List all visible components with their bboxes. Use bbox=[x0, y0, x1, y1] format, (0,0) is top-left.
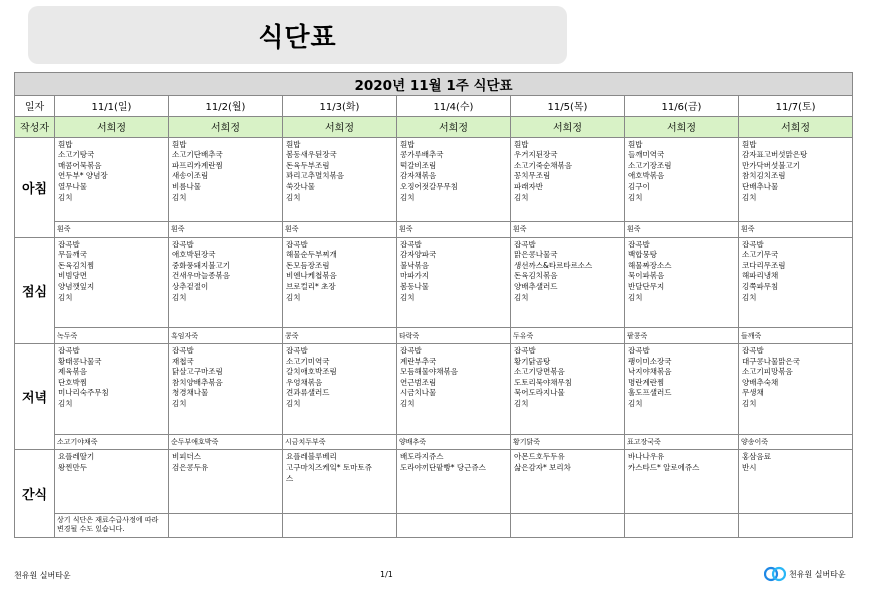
writer-cell: 서희정 bbox=[625, 116, 739, 137]
menu-item: 잡곡밥 bbox=[628, 346, 650, 356]
menu-item: 제육볶음 bbox=[58, 367, 87, 377]
menu-item: 참치김치조림 bbox=[742, 171, 786, 181]
empty-cell bbox=[283, 513, 397, 537]
empty-cell bbox=[739, 513, 853, 537]
menu-cell bbox=[55, 237, 169, 328]
menu-item: 김치 bbox=[514, 292, 529, 302]
menu-item: 팽이미소장국 bbox=[628, 356, 672, 366]
menu-item: 소고기죽순채볶음 bbox=[514, 160, 572, 170]
menu-item: 김치 bbox=[742, 192, 757, 202]
menu-cell bbox=[169, 450, 283, 514]
menu-item: 잡곡밥 bbox=[742, 346, 764, 356]
menu-item: 고구마치즈케잌* 토마토쥬 bbox=[286, 462, 372, 472]
writer-label: 작성자 bbox=[15, 116, 55, 137]
menu-item: 김치 bbox=[514, 399, 529, 408]
menu-item: 파래자반 bbox=[514, 182, 543, 192]
menu-cell bbox=[739, 344, 853, 435]
menu-item: 양념깻잎지 bbox=[58, 282, 95, 292]
menu-item: 청경채나물 bbox=[172, 388, 209, 398]
day-header: 11/2(월) bbox=[169, 95, 283, 116]
porridge-cell: 녹두죽 bbox=[55, 328, 169, 344]
menu-item: 검은콩두유 bbox=[172, 462, 209, 472]
menu-table bbox=[14, 72, 853, 538]
meal-label: 아침 bbox=[15, 137, 55, 237]
porridge-cell: 콩죽 bbox=[283, 328, 397, 344]
menu-item: 연두부* 양념장 bbox=[58, 171, 108, 181]
menu-cell bbox=[511, 237, 625, 328]
menu-item: 김치 bbox=[286, 292, 301, 302]
menu-item: 양배추샐러드 bbox=[514, 282, 558, 292]
menu-item: 김치 bbox=[400, 399, 415, 408]
meal-body bbox=[15, 137, 853, 537]
menu-item: 매콤어묵볶음 bbox=[58, 160, 102, 170]
menu-item: 비름나물 bbox=[172, 182, 201, 192]
menu-item: 잡곡밥 bbox=[400, 239, 422, 249]
menu-item: 새송이조림 bbox=[172, 171, 209, 181]
menu-item: 도토리묵야채무침 bbox=[514, 377, 572, 387]
menu-item: 흰밥 bbox=[628, 139, 643, 149]
menu-item: 떡갈비조림 bbox=[400, 160, 437, 170]
menu-cell bbox=[397, 450, 511, 514]
empty-cell bbox=[625, 513, 739, 537]
date-label: 일자 bbox=[15, 95, 55, 116]
menu-item: 소고기단배추국 bbox=[172, 150, 223, 160]
menu-item: 삶은감자* 보리차 bbox=[514, 462, 571, 472]
menu-cell bbox=[397, 237, 511, 328]
porridge-cell: 흰죽 bbox=[511, 222, 625, 238]
menu-item: 깅쭉파무침 bbox=[742, 282, 779, 292]
menu-item: 반시 bbox=[742, 462, 757, 472]
porridge-cell: 흰죽 bbox=[169, 222, 283, 238]
menu-item: 김치 bbox=[400, 292, 415, 302]
menu-item: 백합뭉탕 bbox=[628, 250, 657, 260]
menu-item: 김치 bbox=[628, 399, 643, 408]
writer-cell: 서희정 bbox=[55, 116, 169, 137]
day-header: 11/1(일) bbox=[55, 95, 169, 116]
menu-item: 애호박된장국 bbox=[172, 250, 216, 260]
menu-item: 요플레딸기 bbox=[58, 452, 95, 462]
day-header: 11/5(목) bbox=[511, 95, 625, 116]
menu-item: 마파가지 bbox=[400, 271, 429, 281]
menu-item: 김치 bbox=[286, 192, 301, 202]
menu-item: 비엔나케첩볶음 bbox=[286, 271, 337, 281]
menu-item: 잡곡밥 bbox=[58, 346, 80, 356]
menu-cell bbox=[283, 137, 397, 221]
footer-logo-text: 천유원 실버타운 bbox=[789, 569, 846, 579]
porridge-cell: 흰죽 bbox=[739, 222, 853, 238]
menu-item: 대구콩나물맑은국 bbox=[742, 356, 800, 366]
menu-cell bbox=[397, 344, 511, 435]
menu-cell bbox=[625, 450, 739, 514]
day-header: 11/4(수) bbox=[397, 95, 511, 116]
menu-item: 김치 bbox=[172, 292, 187, 302]
menu-item: 반달단무지 bbox=[628, 282, 665, 292]
menu-item: 명란계란찜 bbox=[628, 377, 665, 387]
empty-cell bbox=[169, 513, 283, 537]
menu-item: 감자채볶음 bbox=[400, 171, 437, 181]
menu-item: 바나나우유 bbox=[628, 452, 665, 462]
menu-item: 황태콩나물국 bbox=[58, 356, 102, 366]
porridge-cell: 흰죽 bbox=[625, 222, 739, 238]
menu-item: 홍삼음료 bbox=[742, 452, 771, 462]
menu-item: 만가닥버섯불고기 bbox=[742, 160, 800, 170]
porridge-cell: 두유죽 bbox=[511, 328, 625, 344]
menu-item: 해물순두부찌개 bbox=[286, 250, 337, 260]
menu-item: 잡곡밥 bbox=[514, 239, 536, 249]
menu-item: 오징어젓갈무무침 bbox=[400, 182, 458, 192]
menu-cell bbox=[625, 237, 739, 328]
footer-page-number: 1/1 bbox=[380, 570, 393, 579]
menu-item: 스 bbox=[286, 473, 294, 483]
menu-item: 묵이파볶음 bbox=[628, 271, 665, 281]
porridge-cell: 소고기야채죽 bbox=[55, 434, 169, 450]
page-title-box bbox=[28, 6, 567, 64]
menu-item: 잡곡밥 bbox=[172, 346, 194, 356]
menu-item: 중화풍돼지불고기 bbox=[172, 260, 230, 270]
porridge-cell: 양배추죽 bbox=[397, 434, 511, 450]
porridge-cell: 흰죽 bbox=[283, 222, 397, 238]
porridge-cell: 흰죽 bbox=[55, 222, 169, 238]
menu-item: 연근범조림 bbox=[400, 377, 437, 387]
menu-item: 소고기탕국 bbox=[58, 150, 95, 160]
menu-item: 왕찐만두 bbox=[58, 462, 87, 472]
menu-item: 단호박찜 bbox=[58, 377, 87, 387]
empty-cell bbox=[511, 513, 625, 537]
menu-item: 묵어도라지나물 bbox=[514, 388, 565, 398]
menu-cell bbox=[169, 137, 283, 221]
menu-item: 모듬해물야채볶음 bbox=[400, 367, 458, 377]
porridge-cell: 표고장국죽 bbox=[625, 434, 739, 450]
menu-item: 참치양배추볶음 bbox=[172, 377, 223, 387]
menu-item: 김치 bbox=[58, 399, 73, 408]
porridge-cell: 팥콩죽 bbox=[625, 328, 739, 344]
menu-item: 감자양파국 bbox=[400, 250, 437, 260]
meal-label: 간식 bbox=[15, 450, 55, 538]
menu-cell bbox=[739, 450, 853, 514]
menu-item: 김치 bbox=[172, 399, 187, 408]
writer-cell: 서희정 bbox=[169, 116, 283, 137]
menu-item: 맑은콩나물국 bbox=[514, 250, 558, 260]
menu-item: 김치 bbox=[742, 292, 757, 302]
menu-item: 꽈리고추멸치볶음 bbox=[286, 171, 344, 181]
menu-item: 돈육김치찜 bbox=[58, 260, 95, 270]
menu-item: 김구이 bbox=[628, 182, 650, 192]
menu-item: 소고기미역국 bbox=[286, 356, 330, 366]
menu-item: 애호박볶음 bbox=[628, 171, 665, 181]
menu-cell bbox=[55, 450, 169, 514]
porridge-cell: 타락죽 bbox=[397, 328, 511, 344]
porridge-cell: 흑임자죽 bbox=[169, 328, 283, 344]
menu-item: 파프리카계란찜 bbox=[172, 160, 223, 170]
menu-cell bbox=[739, 137, 853, 221]
menu-item: 우엉채볶음 bbox=[286, 377, 323, 387]
footer-logo bbox=[764, 566, 846, 582]
menu-cell bbox=[169, 344, 283, 435]
writer-cell: 서희정 bbox=[397, 116, 511, 137]
menu-item: 카스타드* 알로에쥬스 bbox=[628, 462, 700, 472]
menu-item: 들깨미역국 bbox=[628, 150, 665, 160]
day-header: 11/6(금) bbox=[625, 95, 739, 116]
menu-item: 재첩국 bbox=[172, 356, 194, 366]
menu-item: 생선까스&타르타르소스 bbox=[514, 260, 593, 270]
menu-item: 해파리냉채 bbox=[742, 271, 779, 281]
menu-item: 흰밥 bbox=[58, 139, 73, 149]
menu-item: 비빔당면 bbox=[58, 271, 87, 281]
menu-item: 소고기피망볶음 bbox=[742, 367, 793, 377]
menu-cell bbox=[511, 344, 625, 435]
menu-item: 배도라지쥬스 bbox=[400, 452, 444, 462]
menu-item: 김치 bbox=[172, 192, 187, 202]
meal-label: 저녁 bbox=[15, 344, 55, 450]
menu-cell bbox=[739, 237, 853, 328]
day-header: 11/7(토) bbox=[739, 95, 853, 116]
menu-item: 잡곡밥 bbox=[400, 346, 422, 356]
menu-item: 잡곡밥 bbox=[514, 346, 536, 356]
page-title: 식단표 bbox=[258, 22, 337, 53]
menu-item: 김치 bbox=[58, 192, 73, 202]
writer-cell: 서희정 bbox=[739, 116, 853, 137]
menu-item: 상추겉절이 bbox=[172, 282, 209, 292]
menu-item: 낙지야채볶음 bbox=[628, 367, 672, 377]
menu-cell bbox=[397, 137, 511, 221]
menu-item: 돈모듬장조림 bbox=[286, 260, 330, 270]
menu-item: 콩가루배추국 bbox=[400, 150, 444, 160]
menu-item: 봄동새우된장국 bbox=[286, 150, 337, 160]
menu-item: 김치 bbox=[514, 192, 529, 202]
menu-item: 김치 bbox=[742, 399, 757, 408]
menu-item: 소고기당면볶음 bbox=[514, 367, 565, 377]
menu-item: 브로컬리* 초장 bbox=[286, 282, 336, 292]
menu-item: 잡곡밥 bbox=[742, 239, 764, 249]
writer-cell: 서희정 bbox=[511, 116, 625, 137]
menu-item: 닭살고구마조림 bbox=[172, 367, 223, 377]
menu-item: 소고기장조림 bbox=[628, 160, 672, 170]
porridge-cell: 들깨죽 bbox=[739, 328, 853, 344]
menu-cell bbox=[55, 137, 169, 221]
table-title: 2020년 11월 1주 식단표 bbox=[15, 73, 853, 96]
menu-item: 시금치나물 bbox=[400, 388, 437, 398]
meal-label: 점심 bbox=[15, 237, 55, 343]
porridge-cell: 양송이죽 bbox=[739, 434, 853, 450]
menu-item: 감자표고버섯맑은탕 bbox=[742, 150, 808, 160]
menu-item: 흰밥 bbox=[514, 139, 529, 149]
menu-item: 미나리숙주무침 bbox=[58, 388, 109, 398]
menu-item: 건새우마늘종볶음 bbox=[172, 271, 230, 281]
menu-item: 양배추숙채 bbox=[742, 377, 779, 387]
menu-item: 잡곡밥 bbox=[286, 239, 308, 249]
menu-item: 쑥갓나물 bbox=[286, 182, 315, 192]
menu-cell bbox=[55, 344, 169, 435]
menu-item: 잡곡밥 bbox=[286, 346, 308, 356]
menu-item: 돈육김치볶음 bbox=[514, 271, 558, 281]
menu-item: 해물짜장소스 bbox=[628, 260, 672, 270]
menu-item: 아몬드호두두유 bbox=[514, 452, 565, 462]
menu-item: 무생채 bbox=[742, 388, 764, 398]
menu-item: 잡곡밥 bbox=[58, 239, 80, 249]
menu-item: 황기닭곰탕 bbox=[514, 356, 551, 366]
menu-item: 계란부추국 bbox=[400, 356, 437, 366]
menu-item: 훌도프샐러드 bbox=[628, 388, 672, 398]
menu-cell bbox=[625, 137, 739, 221]
menu-item: 무들깨국 bbox=[58, 250, 87, 260]
menu-item: 흰밥 bbox=[286, 139, 301, 149]
menu-item: 돈육두부조림 bbox=[286, 160, 330, 170]
porridge-cell: 황기닭죽 bbox=[511, 434, 625, 450]
porridge-cell: 순두부애호박죽 bbox=[169, 434, 283, 450]
empty-cell bbox=[397, 513, 511, 537]
menu-cell bbox=[625, 344, 739, 435]
menu-item: 비피더스 bbox=[172, 452, 201, 462]
menu-item: 우거지된장국 bbox=[514, 150, 558, 160]
menu-item: 흰밥 bbox=[400, 139, 415, 149]
menu-item: 요플레블루베리 bbox=[286, 452, 337, 462]
menu-cell bbox=[283, 450, 397, 514]
menu-item: 갈치애호박조림 bbox=[286, 367, 337, 377]
menu-item: 김치 bbox=[628, 192, 643, 202]
menu-item: 김치 bbox=[286, 399, 301, 408]
menu-item: 김치 bbox=[400, 192, 415, 202]
menu-item: 흰밥 bbox=[742, 139, 757, 149]
menu-item: 도라야끼단팥빵* 당근쥬스 bbox=[400, 462, 486, 472]
menu-cell bbox=[283, 344, 397, 435]
menu-item: 소고기무국 bbox=[742, 250, 779, 260]
menu-cell bbox=[283, 237, 397, 328]
menu-item: 김치 bbox=[628, 292, 643, 302]
menu-item: 단배추나물 bbox=[742, 182, 779, 192]
menu-item: 잡곡밥 bbox=[172, 239, 194, 249]
porridge-cell: 시금치두부죽 bbox=[283, 434, 397, 450]
menu-cell bbox=[511, 137, 625, 221]
menu-note: 상기 식단은 재료수급사정에 따라 변경될 수도 있습니다. bbox=[55, 513, 169, 537]
menu-item: 봄동나물 bbox=[400, 282, 429, 292]
footer-company: 천유원 실버타운 bbox=[14, 571, 71, 580]
menu-cell bbox=[511, 450, 625, 514]
menu-item: 코다리무조림 bbox=[742, 260, 786, 270]
menu-item: 꽁치무조림 bbox=[514, 171, 551, 181]
menu-item: 열무나물 bbox=[58, 182, 87, 192]
menu-item: 잡곡밥 bbox=[628, 239, 650, 249]
menu-item: 김치 bbox=[58, 292, 73, 302]
menu-item: 견과류샐러드 bbox=[286, 388, 330, 398]
porridge-cell: 흰죽 bbox=[397, 222, 511, 238]
company-logo-icon bbox=[764, 566, 786, 582]
menu-item: 흰밥 bbox=[172, 139, 187, 149]
menu-item: 불낙볶음 bbox=[400, 260, 429, 270]
menu-cell bbox=[169, 237, 283, 328]
writer-cell: 서희정 bbox=[283, 116, 397, 137]
day-header: 11/3(화) bbox=[283, 95, 397, 116]
